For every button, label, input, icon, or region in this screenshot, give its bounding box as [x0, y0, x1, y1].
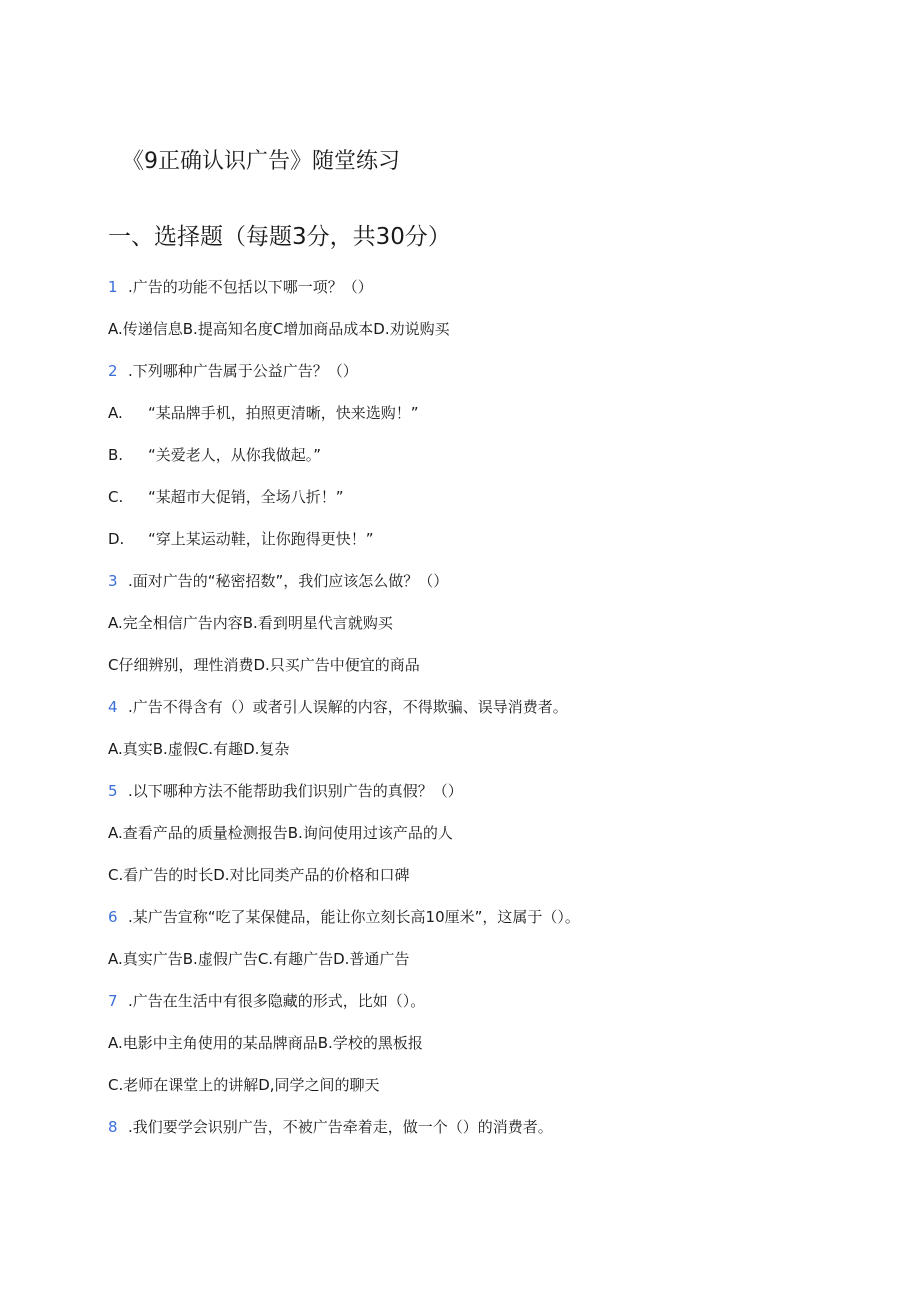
option-text: “穿上某运动鞋，让你跑得更快！”	[148, 530, 374, 548]
question-text: .我们要学会识别广告，不被广告牵着走，做一个（）的消费者。	[128, 1118, 553, 1136]
question-2-option-a	[108, 403, 419, 423]
question-number: 5	[108, 782, 118, 800]
question-4-options: A.真实B.虚假C.有趣D.复杂	[108, 740, 290, 758]
question-text: .某广告宣称“吃了某保健品，能让你立刻长高10厘米”，这属于（）。	[128, 908, 580, 926]
question-2	[108, 361, 358, 381]
question-7-options-line-2: C.老师在课堂上的讲解D,同学之间的聊天	[108, 1076, 380, 1094]
question-1	[108, 277, 373, 297]
question-3	[108, 571, 448, 591]
option-letter: B.	[108, 446, 124, 464]
question-5	[108, 781, 463, 801]
question-text: .以下哪种方法不能帮助我们识别广告的真假？（）	[128, 782, 463, 800]
question-text: .广告在生活中有很多隐藏的形式，比如（）。	[128, 992, 426, 1010]
question-6	[108, 907, 580, 927]
option-text: “某超市大促销，全场八折！”	[148, 488, 344, 506]
section-heading: 一、选择题（每题3分，共30分）	[108, 224, 451, 250]
question-3-options-line-1: A.完全相信广告内容B.看到明星代言就购买	[108, 614, 393, 632]
option-letter: C.	[108, 488, 124, 506]
option-letter: A.	[108, 404, 123, 422]
question-1-options: A.传递信息B.提高知名度C增加商品成本D.劝说购买	[108, 320, 450, 338]
question-8	[108, 1117, 553, 1137]
question-text: .广告不得含有（）或者引人误解的内容，不得欺骗、误导消费者。	[128, 698, 568, 716]
option-text: “某品牌手机，拍照更清晰，快来选购！”	[148, 404, 419, 422]
question-number: 2	[108, 362, 118, 380]
question-text: .下列哪种广告属于公益广告？（）	[128, 362, 358, 380]
question-4	[108, 697, 568, 717]
question-text: .面对广告的“秘密招数”，我们应该怎么做？（）	[128, 572, 449, 590]
question-2-option-d	[108, 529, 374, 549]
question-number: 3	[108, 572, 118, 590]
question-5-options-line-2: C.看广告的时长D.对比同类产品的价格和口碑	[108, 866, 410, 884]
question-number: 7	[108, 992, 118, 1010]
question-2-option-c	[108, 487, 344, 507]
question-3-options-line-2: C仔细辨别，理性消费D.只买广告中便宜的商品	[108, 656, 420, 674]
document-title: 《9正确认识广告》随堂练习	[122, 149, 400, 174]
question-number: 1	[108, 278, 118, 296]
question-2-option-b	[108, 445, 321, 465]
option-text: “关爱老人，从你我做起。”	[148, 446, 322, 464]
question-number: 6	[108, 908, 118, 926]
question-5-options-line-1: A.查看产品的质量检测报告B.询问使用过该产品的人	[108, 824, 453, 842]
question-7	[108, 991, 425, 1011]
question-7-options-line-1: A.电影中主角使用的某品牌商品B.学校的黑板报	[108, 1034, 423, 1052]
question-6-options: A.真实广告B.虚假广告C.有趣广告D.普通广告	[108, 950, 410, 968]
option-letter: D.	[108, 530, 125, 548]
question-number: 4	[108, 698, 118, 716]
question-number: 8	[108, 1118, 118, 1136]
question-text: .广告的功能不包括以下哪一项？（）	[128, 278, 373, 296]
